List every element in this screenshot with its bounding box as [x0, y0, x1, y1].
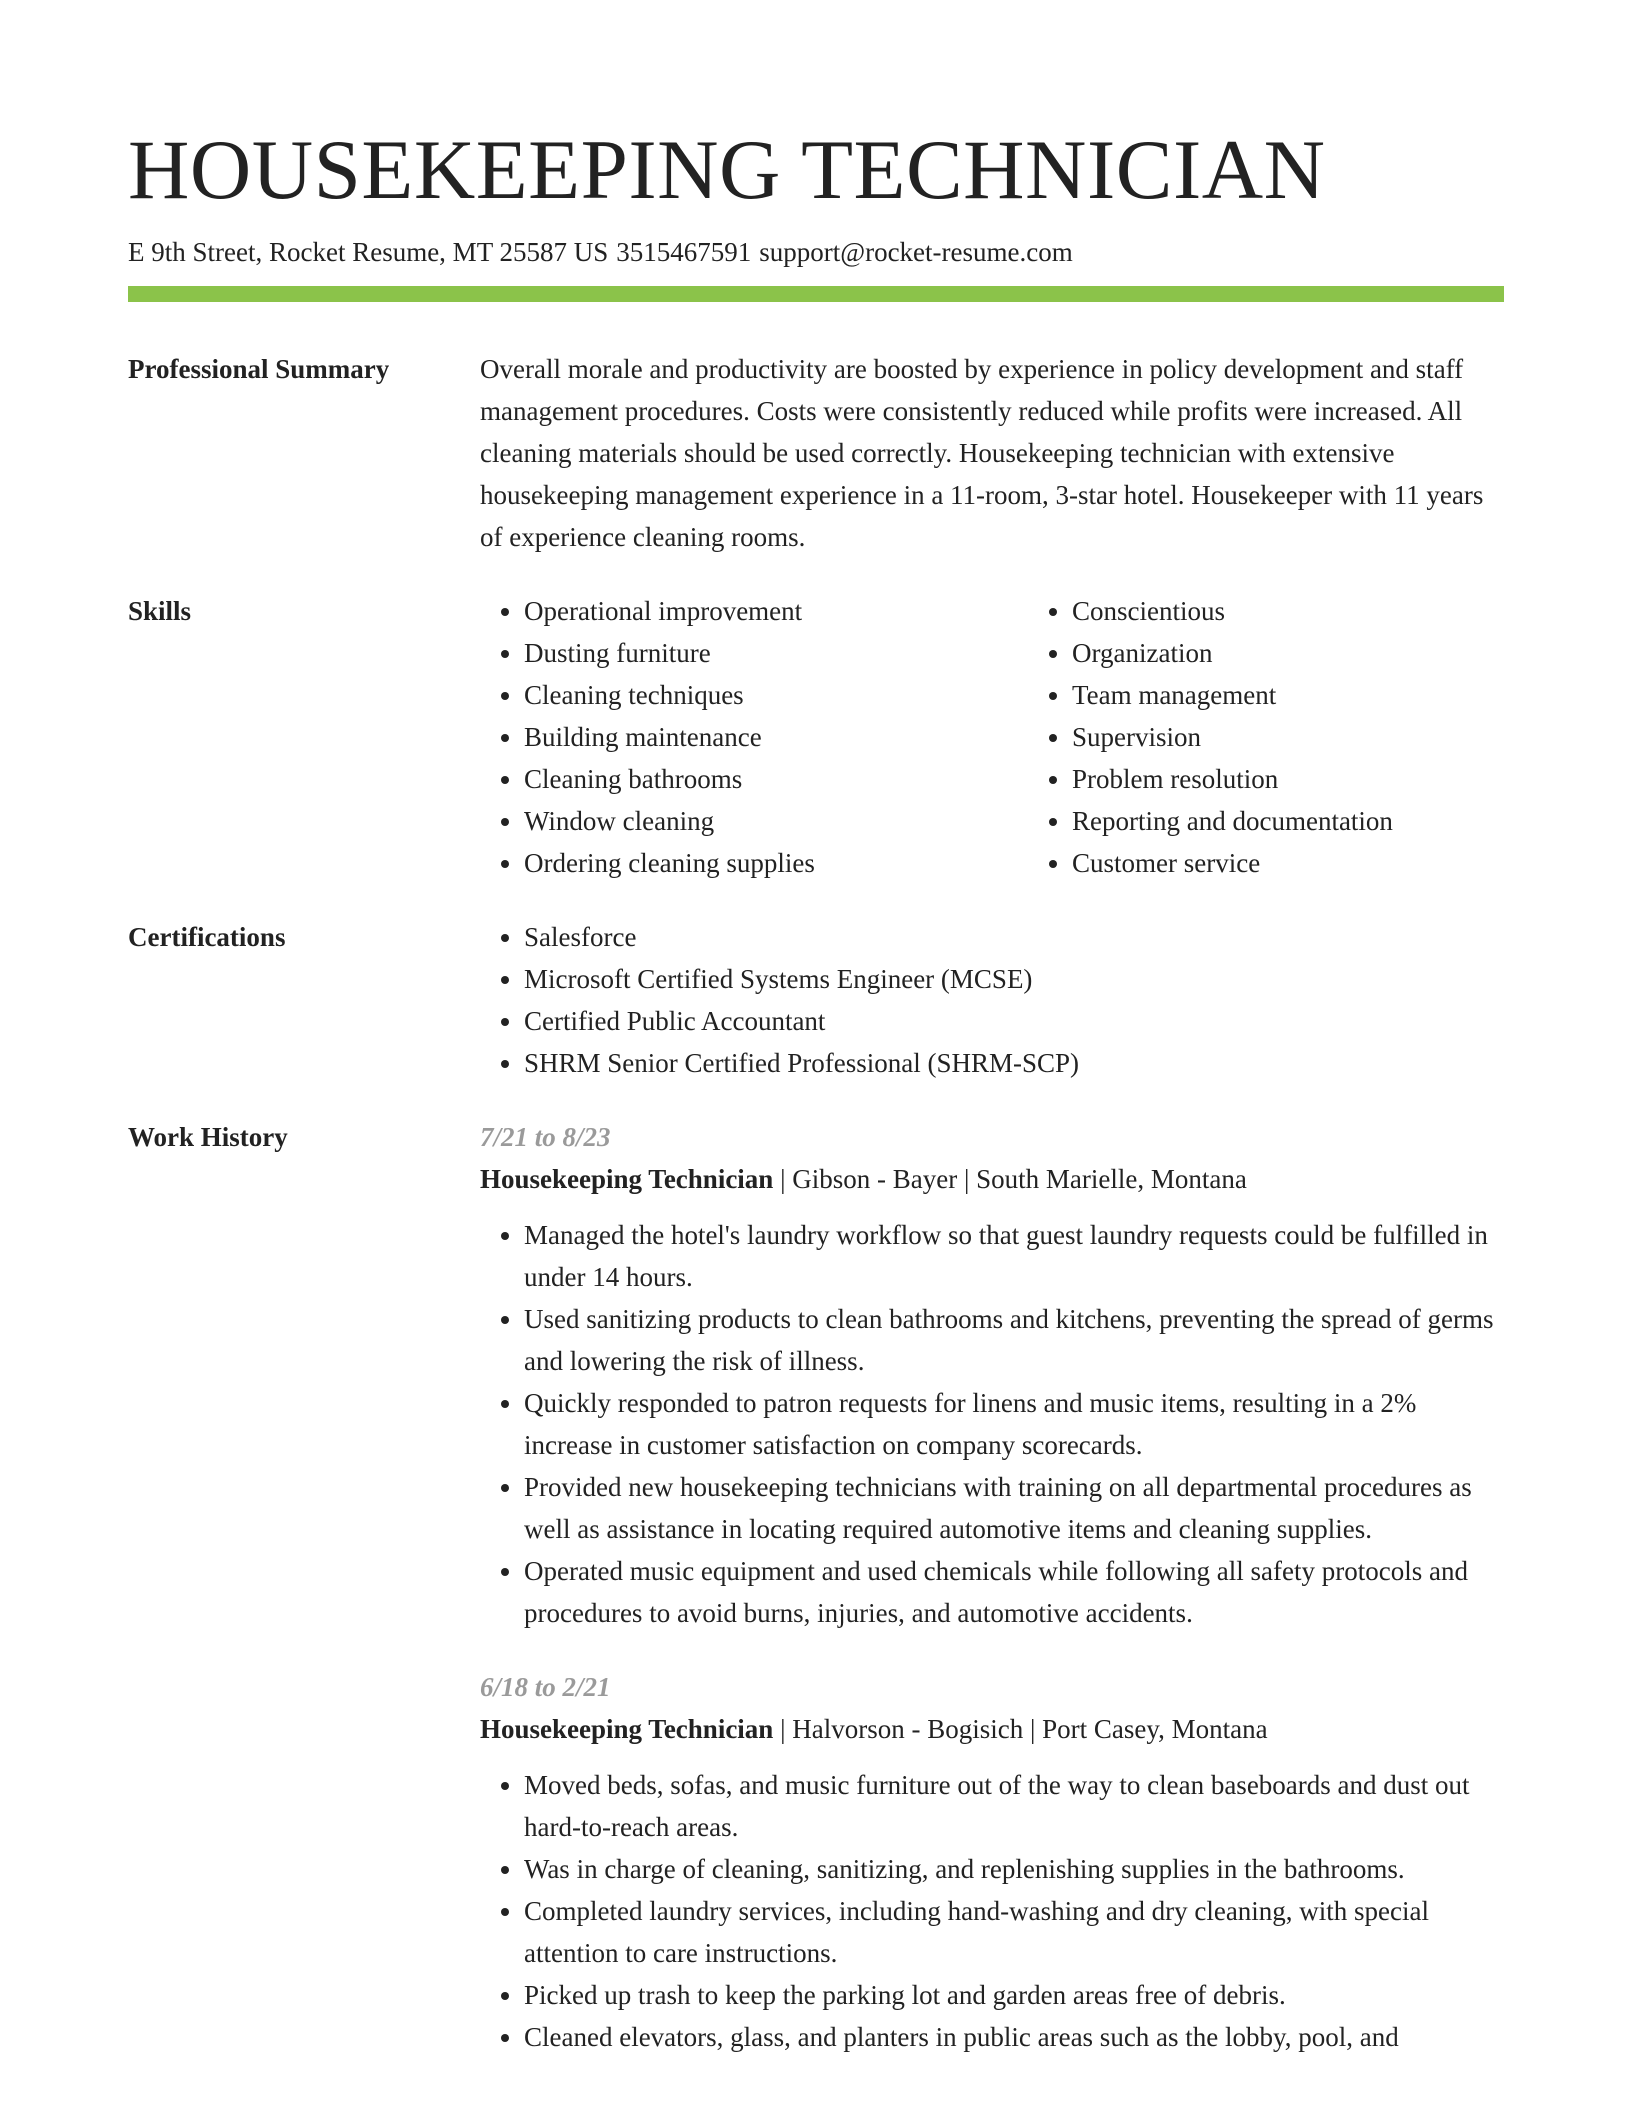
- list-item: • Certified Public Accountant: [524, 1000, 1504, 1042]
- job-title: Housekeeping Technician: [480, 1164, 774, 1194]
- email: support@rocket-resume.com: [759, 237, 1073, 267]
- list-item: • Operational improvement: [524, 590, 1028, 632]
- work-history-section: [128, 1116, 1504, 2058]
- skills-section: [128, 590, 1504, 884]
- job-title-line: [480, 1708, 1504, 1750]
- list-item: • Conscientious: [1072, 590, 1504, 632]
- list-item: • Operated music equipment and used chemicals while following all safety protocols and procedures to avoid burns, injuries, and automotive accidents.: [524, 1550, 1504, 1634]
- phone: 3515467591: [616, 237, 752, 267]
- job-details: | Halvorson - Bogisich | Port Casey, Montana: [773, 1714, 1268, 1744]
- list-item: • Window cleaning: [524, 800, 1028, 842]
- list-item: • Ordering cleaning supplies: [524, 842, 1028, 884]
- job-dates: 7/21 to 8/23: [480, 1122, 611, 1152]
- section-label-summary: Professional Summary: [128, 354, 390, 384]
- list-item: • Completed laundry services, including hand-washing and dry cleaning, with special attention to care instructions.: [524, 1890, 1504, 1974]
- job-entry: [480, 1116, 1504, 1634]
- candidate-name: HOUSEKEEPING TECHNICIAN: [128, 123, 1326, 217]
- resume-page: [128, 120, 1504, 2058]
- list-item: • Cleaning techniques: [524, 674, 1028, 716]
- list-item: • Used sanitizing products to clean bathrooms and kitchens, preventing the spread of germs and lowering the risk of illness.: [524, 1298, 1504, 1382]
- list-item: • Moved beds, sofas, and music furniture out of the way to clean baseboards and dust out hard-to-reach areas.: [524, 1764, 1504, 1848]
- job-title-line: [480, 1158, 1504, 1200]
- address: E 9th Street, Rocket Resume, MT 25587 US: [128, 237, 609, 267]
- header-divider: [128, 286, 1504, 302]
- job-dates: 6/18 to 2/21: [480, 1672, 611, 1702]
- list-item: • Problem resolution: [1072, 758, 1504, 800]
- list-item: • Organization: [1072, 632, 1504, 674]
- certifications-section: [128, 916, 1504, 1084]
- section-label-certifications: Certifications: [128, 922, 286, 952]
- list-item: • Cleaning bathrooms: [524, 758, 1028, 800]
- job-details: | Gibson - Bayer | South Marielle, Montana: [773, 1164, 1247, 1194]
- section-label-skills: Skills: [128, 596, 192, 626]
- list-item: • SHRM Senior Certified Professional (SHRM-SCP): [524, 1042, 1504, 1084]
- section-label-work-history: Work History: [128, 1122, 288, 1152]
- list-item: • Reporting and documentation: [1072, 800, 1504, 842]
- certifications-list: [480, 916, 1504, 1084]
- job-entry: [480, 1666, 1504, 2058]
- list-item: • Salesforce: [524, 916, 1504, 958]
- list-item: • Team management: [1072, 674, 1504, 716]
- contact-line: [128, 232, 1504, 272]
- list-item: • Picked up trash to keep the parking lot and garden areas free of debris.: [524, 1974, 1504, 2016]
- list-item: • Was in charge of cleaning, sanitizing, and replenishing supplies in the bathrooms.: [524, 1848, 1504, 1890]
- list-item: • Quickly responded to patron requests for linens and music items, resulting in a 2% increase in customer satisfaction on company scorecards.: [524, 1382, 1504, 1466]
- list-item: • Managed the hotel's laundry workflow so that guest laundry requests could be fulfilled in under 14 hours.: [524, 1214, 1504, 1298]
- skills-list-left: [480, 590, 1028, 884]
- work-history-content: [480, 1116, 1504, 2058]
- list-item: • Dusting furniture: [524, 632, 1028, 674]
- certifications-content: [480, 916, 1504, 1084]
- skills-list-right: [1028, 590, 1504, 884]
- list-item: • Customer service: [1072, 842, 1504, 884]
- job-bullets: [480, 1214, 1504, 1634]
- summary-section: [128, 348, 1504, 558]
- list-item: • Cleaned elevators, glass, and planters in public areas such as the lobby, pool, and: [524, 2016, 1504, 2058]
- list-item: • Provided new housekeeping technicians with training on all departmental procedures as well as assistance in locating required automotive items and cleaning supplies.: [524, 1466, 1504, 1550]
- list-item: • Building maintenance: [524, 716, 1028, 758]
- skills-content: [480, 590, 1504, 884]
- summary-text: Overall morale and productivity are boosted by experience in policy development and staff management procedures. Costs were consistently reduced while profits were increased. All cleaning materials should be used correctly. Housekeeping technician with extensive housekeeping management experience in a 11-room, 3-star hotel. Housekeeper with 11 years of experience cleaning rooms.: [480, 354, 1484, 552]
- list-item: • Supervision: [1072, 716, 1504, 758]
- list-item: • Microsoft Certified Systems Engineer (MCSE): [524, 958, 1504, 1000]
- job-bullets: [480, 1764, 1504, 2058]
- job-title: Housekeeping Technician: [480, 1714, 774, 1744]
- summary-content: [480, 348, 1504, 558]
